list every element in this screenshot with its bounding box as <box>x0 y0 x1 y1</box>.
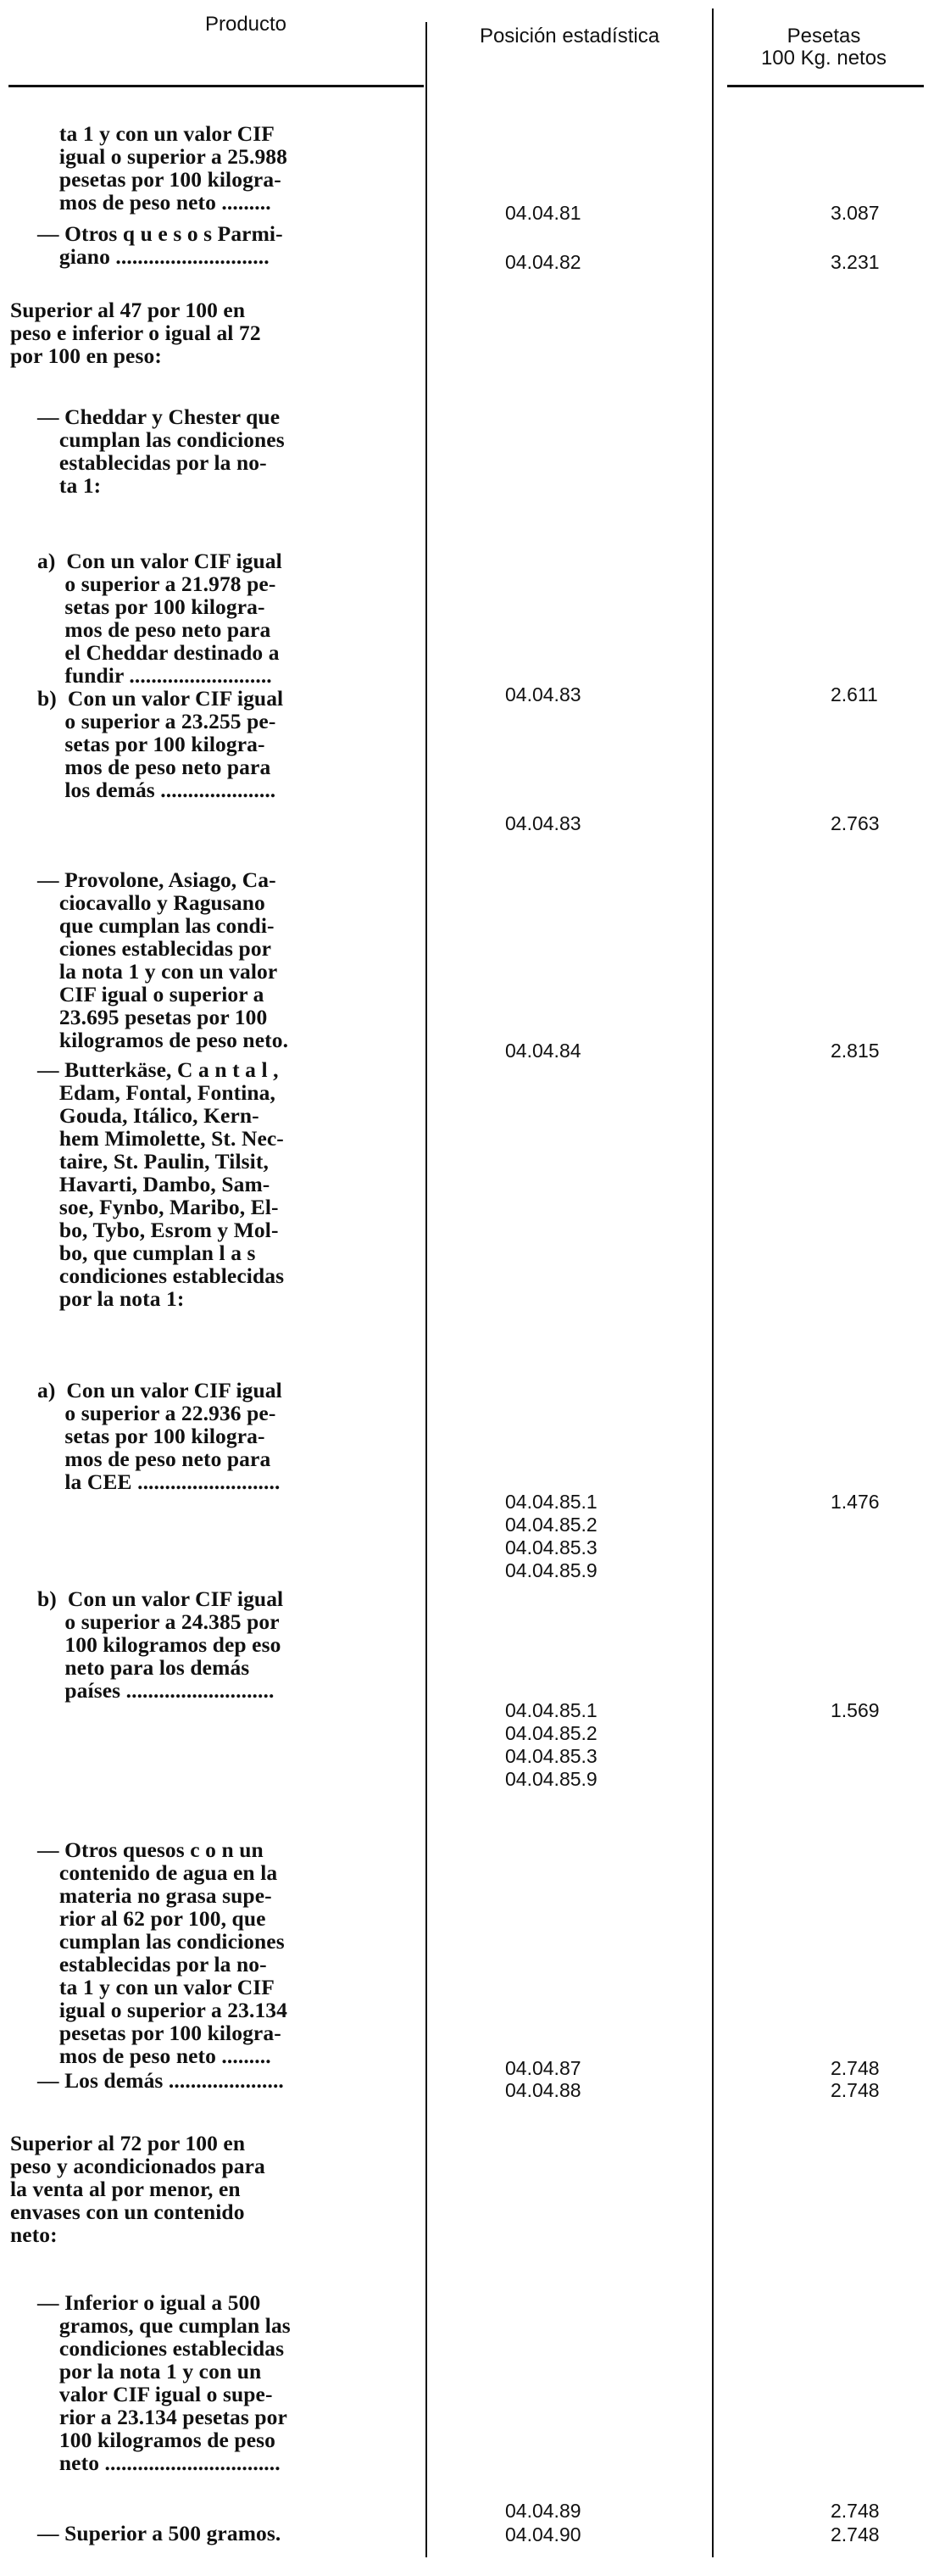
row-6-position: 04.04.83 <box>505 812 581 834</box>
row-14-description: — Inferior o igual a 500 gramos, que cumplan las condiciones establecidas por la nota 1 y con un valor CIF igual o supe- rior a 23.134 pesetas por 100 kilogramos de peso neto ................................ <box>37 2290 291 2475</box>
row-2-description: — Otros q u e s o s Parmi- giano ............................ <box>37 221 283 269</box>
row-14-value: 2.748 <box>831 2500 880 2522</box>
row-12-position: 04.04.88 <box>505 2079 581 2101</box>
row-15-value: 2.748 <box>831 2523 880 2545</box>
row-12-value: 2.748 <box>831 2079 880 2101</box>
row-2-value: 3.231 <box>831 251 880 273</box>
row-11-description: — Otros quesos c o n un contenido de agua en la materia no grasa supe- rior al 62 por 100, que cumplan las condiciones establecidas por la no- ta 1 y con un valor CIF igual o superior a 23.134 pesetas por 100 kilogra- mos de peso neto ......... <box>37 1837 287 2068</box>
row-14-position: 04.04.89 <box>505 2500 581 2522</box>
header-position: Posición estadística <box>479 25 660 47</box>
row-8-description: — Butterkäse, C a n t a l , Edam, Fontal, Fontina, Gouda, Itálico, Kern- hem Mimolette, St. Nec- taire, St. Paulin, Tilsit, Havarti, Dambo, Sam- soe, Fynbo, Maribo, El- bo, Tybo, Esrom y Mol- bo, que cumplan l a s condiciones establecidas por la nota 1: <box>37 1057 285 1311</box>
row-2-position: 04.04.82 <box>505 251 581 273</box>
row-5-description: a) Con un valor CIF igual o superior a 21.978 pe- setas por 100 kilogra- mos de peso neto para el Cheddar destinado a fundir .......................... <box>37 549 282 688</box>
header-price-line1: Pesetas <box>787 25 861 47</box>
row-11-position: 04.04.87 <box>505 2057 581 2079</box>
row-5-value: 2.611 <box>831 683 878 705</box>
column-divider-2 <box>712 8 714 2557</box>
row-13-description: Superior al 72 por 100 en peso y acondicionados para la venta al por menor, en envases con un contenido neto: <box>10 2131 265 2247</box>
row-10-value: 1.569 <box>831 1699 880 1721</box>
header-rule-product <box>8 85 424 87</box>
row-6-description: b) Con un valor CIF igual o superior a 23.255 pe- setas por 100 kilogra- mos de peso neto para los demás ..................... <box>37 686 284 802</box>
row-1-description: ta 1 y con un valor CIF igual o superior a 25.988 pesetas por 100 kilogra- mos de peso neto ......... <box>58 121 287 215</box>
row-3-description: Superior al 47 por 100 en peso e inferior o igual al 72 por 100 en peso: <box>10 298 261 368</box>
header-product: Producto <box>204 13 287 36</box>
column-divider-1 <box>425 22 427 2557</box>
row-12-description: — Los demás ..................... <box>37 2068 284 2093</box>
row-9-positions: 04.04.85.1 04.04.85.2 04.04.85.3 04.04.85.9 <box>505 1491 598 1581</box>
row-6-value: 2.763 <box>831 812 880 834</box>
row-5-position: 04.04.83 <box>505 683 581 705</box>
row-10-description: b) Con un valor CIF igual o superior a 24.385 por 100 kilogramos dep eso neto para los demás países ........................... <box>37 1586 284 1703</box>
header-rule-price <box>727 85 924 87</box>
row-4-description: — Cheddar y Chester que cumplan las condiciones establecidas por la no- ta 1: <box>37 404 285 498</box>
row-1-position: 04.04.81 <box>505 202 581 224</box>
row-10-positions: 04.04.85.1 04.04.85.2 04.04.85.3 04.04.85.9 <box>505 1699 598 1790</box>
row-7-position: 04.04.84 <box>505 1040 581 1062</box>
row-7-value: 2.815 <box>831 1040 880 1062</box>
row-9-value: 1.476 <box>831 1491 880 1513</box>
row-7-description: — Provolone, Asiago, Ca- ciocavallo y Ragusano que cumplan las condi- ciones establecidas por la nota 1 y con un valor CIF igual o superior a 23.695 pesetas por 100 kilogramos de peso neto. <box>37 867 289 1052</box>
row-9-description: a) Con un valor CIF igual o superior a 22.936 pe- setas por 100 kilogra- mos de peso neto para la CEE .......................... <box>37 1378 282 1494</box>
row-15-description: — Superior a 500 gramos. <box>37 2521 281 2545</box>
row-11-value: 2.748 <box>831 2057 880 2079</box>
header-price-line2: 100 Kg. netos <box>760 47 887 70</box>
row-1-value: 3.087 <box>831 202 880 224</box>
row-15-position: 04.04.90 <box>505 2523 581 2545</box>
